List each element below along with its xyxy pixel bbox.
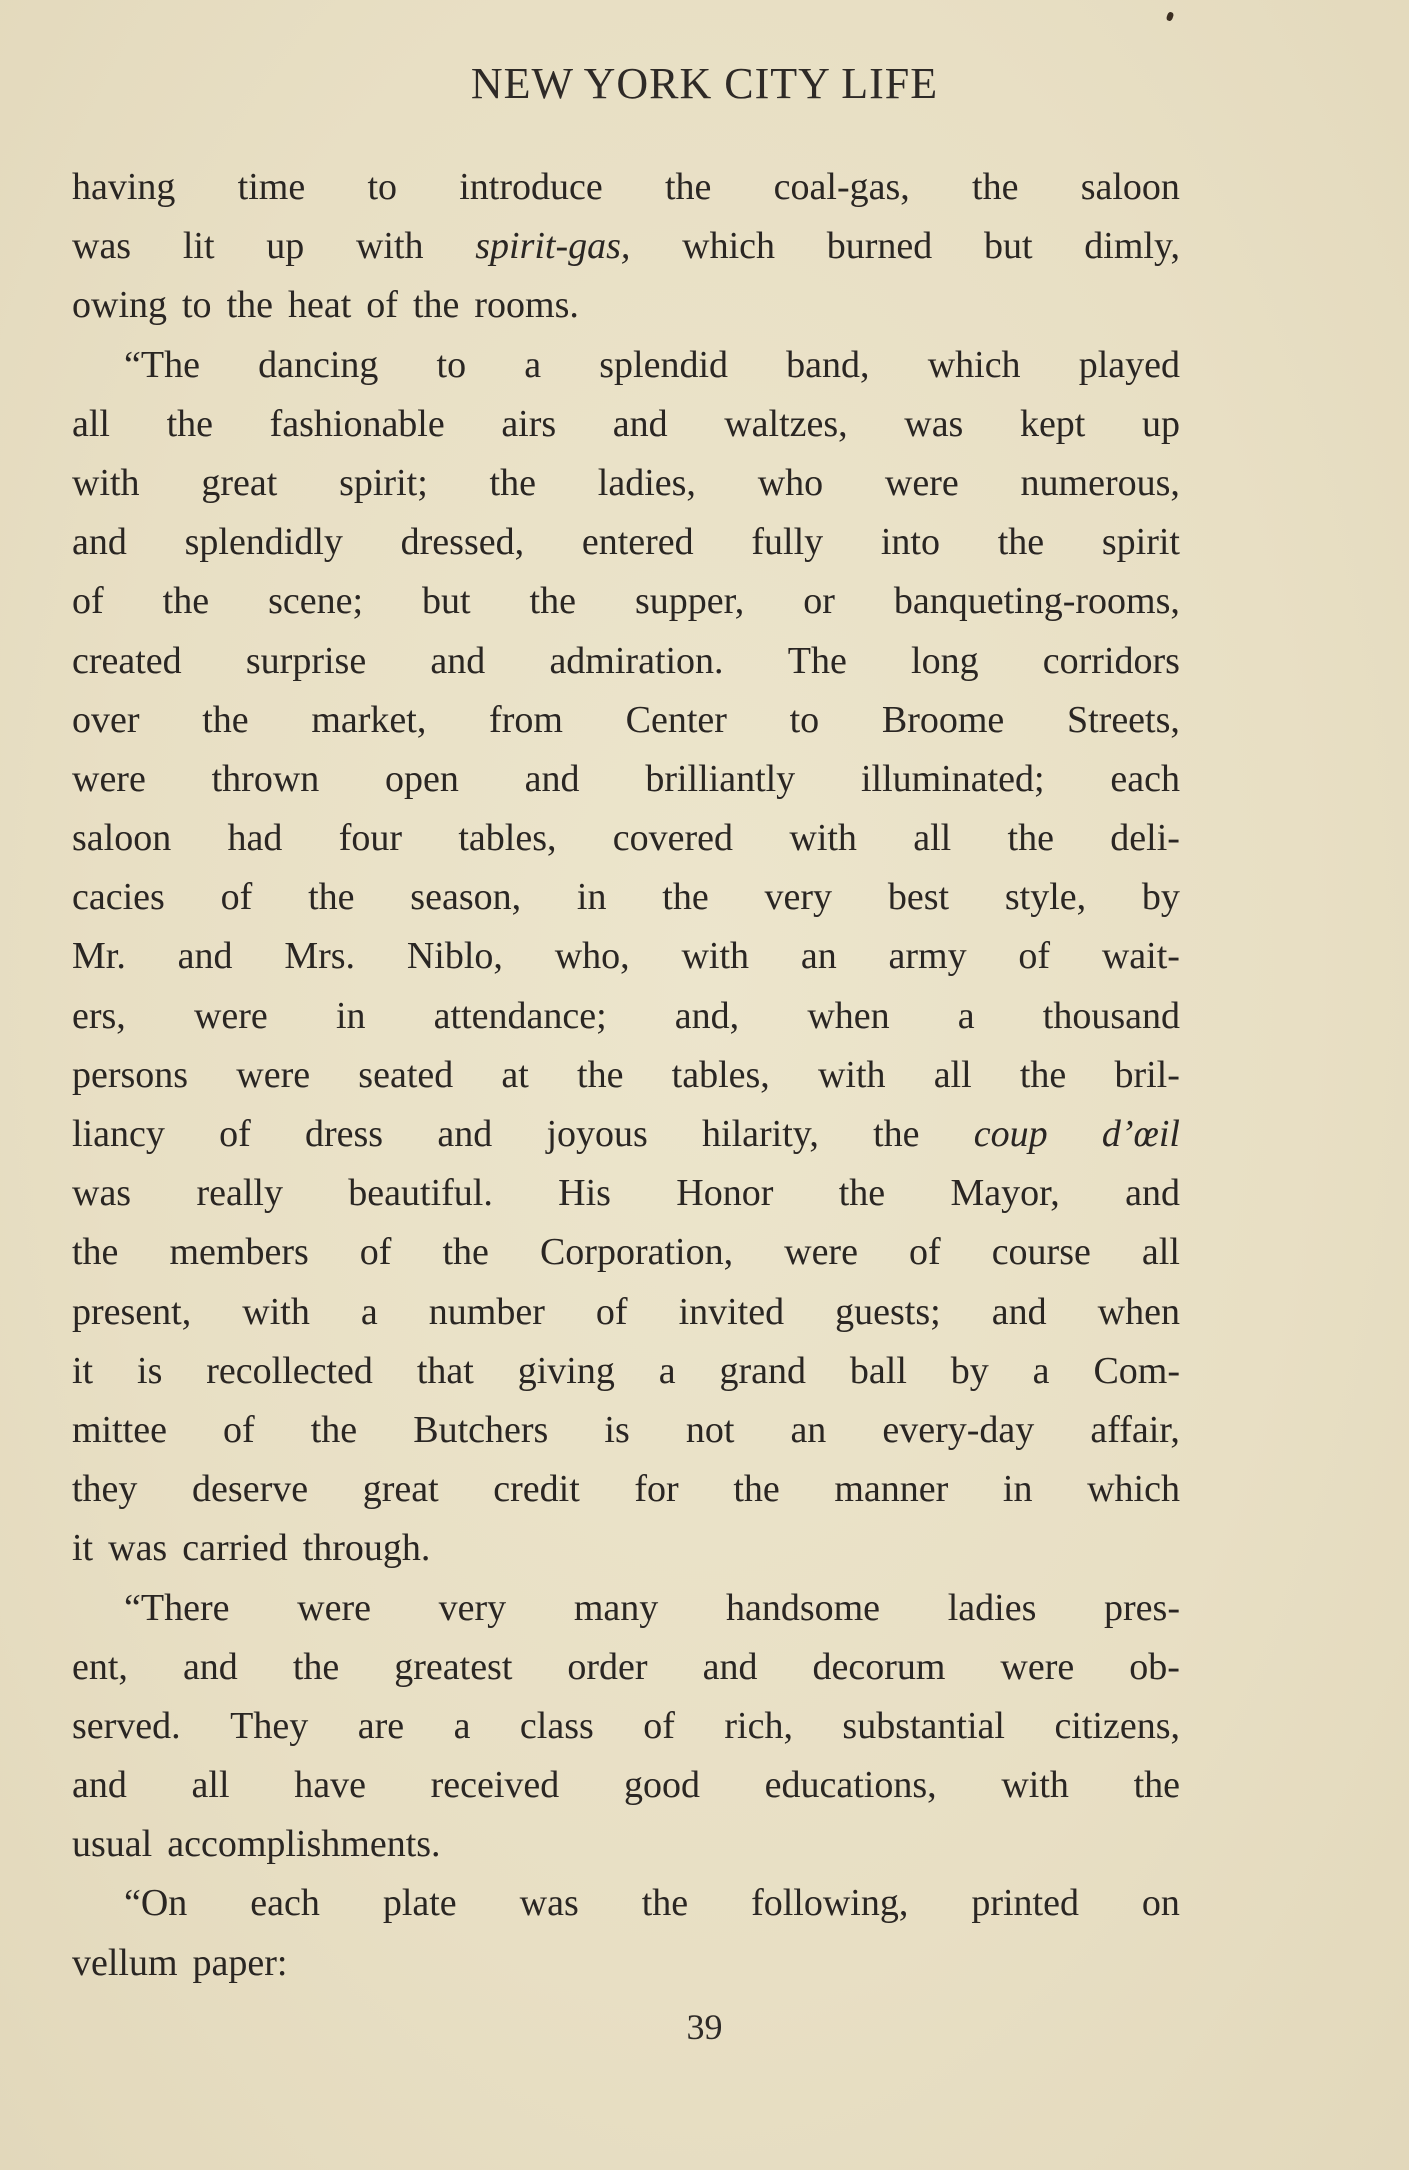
word: in: [1002, 1468, 1033, 1511]
word: who,: [554, 935, 630, 978]
word: having: [72, 166, 176, 208]
word: many: [573, 1586, 659, 1629]
word: or: [803, 580, 835, 623]
word: with: [1001, 1764, 1069, 1807]
word: the: [1133, 1764, 1180, 1807]
word: the: [292, 1645, 340, 1688]
word: each: [250, 1882, 320, 1925]
word: into: [880, 521, 940, 564]
word: a: [360, 1290, 378, 1333]
word: played: [1078, 343, 1180, 386]
word: tables,: [458, 817, 557, 860]
word: liancy: [72, 1113, 165, 1155]
text-line: [72, 336, 1180, 395]
word: and: [182, 1645, 238, 1688]
word: deserve: [192, 1468, 309, 1511]
word: of: [1018, 935, 1051, 978]
word: number: [428, 1290, 545, 1333]
word: great: [362, 1468, 439, 1511]
text-line: [72, 1223, 1180, 1282]
word: spirit: [1101, 521, 1180, 564]
word: from: [489, 698, 563, 741]
word: Com-: [1093, 1349, 1180, 1392]
word: the: [226, 284, 273, 327]
word: Niblo,: [406, 935, 503, 978]
word: all: [933, 1053, 972, 1096]
word: with: [242, 1290, 310, 1333]
word: the: [202, 698, 249, 741]
word: Mrs.: [284, 935, 356, 978]
word: with: [789, 817, 857, 860]
word: and: [72, 521, 127, 564]
word: brilliantly: [645, 757, 796, 800]
word: each: [1110, 757, 1180, 800]
word: the: [838, 1172, 886, 1215]
word: lit: [182, 225, 215, 268]
word: were: [72, 757, 146, 800]
text-line: [72, 158, 1180, 217]
word: Mayor,: [950, 1172, 1060, 1215]
word: the: [733, 1468, 780, 1511]
text-line: [72, 691, 1180, 750]
word: market,: [311, 698, 427, 741]
word: coup: [973, 1113, 1048, 1155]
word: a: [1032, 1349, 1050, 1392]
text-line: [72, 1164, 1180, 1223]
word: mittee: [72, 1408, 167, 1451]
text-line: [72, 987, 1180, 1046]
text-line: [72, 1697, 1180, 1756]
word: plate: [382, 1882, 457, 1925]
word: at: [501, 1053, 529, 1096]
word: ers,: [72, 994, 126, 1037]
word: an: [800, 935, 837, 978]
word: the: [662, 876, 709, 919]
word: course: [991, 1231, 1091, 1274]
word: hilarity,: [702, 1113, 819, 1155]
word: for: [634, 1468, 679, 1511]
word: of: [366, 284, 398, 327]
word: with: [817, 1053, 886, 1096]
text-line: [72, 1638, 1180, 1697]
word: long: [911, 639, 979, 682]
word: ball: [849, 1349, 907, 1392]
word: recollected: [206, 1349, 373, 1392]
word: dimly,: [1084, 225, 1180, 268]
running-header: NEW YORK CITY LIFE: [470, 59, 939, 108]
word: Center: [625, 698, 727, 741]
word: corridors: [1042, 639, 1180, 682]
word: but: [422, 580, 471, 623]
word: season,: [410, 876, 522, 919]
body-text: [72, 158, 1180, 1993]
word: they: [72, 1468, 138, 1511]
word: it: [72, 1349, 94, 1392]
word: all: [72, 402, 110, 445]
word: supper,: [634, 580, 745, 623]
word: are: [357, 1704, 405, 1747]
word: handsome: [725, 1586, 881, 1629]
word: bril-: [1114, 1053, 1180, 1096]
word: guests;: [835, 1290, 941, 1333]
word: giving: [517, 1349, 615, 1392]
word: thousand: [1042, 994, 1180, 1037]
word: band,: [786, 343, 870, 386]
word: of: [223, 1408, 255, 1451]
word: all: [191, 1764, 230, 1807]
word: army: [888, 935, 967, 978]
word: by: [950, 1349, 989, 1392]
word: by: [1141, 876, 1180, 919]
word: dancing: [258, 343, 379, 386]
word: which: [682, 225, 776, 268]
word: were: [784, 1231, 858, 1274]
word: every-day: [882, 1408, 1035, 1451]
word: and: [1125, 1172, 1180, 1215]
word: burned: [826, 225, 933, 268]
word: airs: [501, 402, 557, 445]
text-line: [72, 809, 1180, 868]
word: the: [442, 1231, 489, 1274]
word: numerous,: [1020, 461, 1180, 504]
word: decorum: [812, 1645, 946, 1688]
word: is: [137, 1349, 163, 1392]
word: “There: [124, 1586, 230, 1629]
word: of: [220, 876, 253, 919]
word: persons: [72, 1053, 189, 1096]
word: had: [227, 817, 283, 860]
text-line: [72, 395, 1180, 454]
word: the: [873, 1113, 920, 1155]
word: to: [182, 284, 212, 327]
word: ent,: [72, 1645, 128, 1688]
word: all: [913, 817, 952, 860]
word: have: [294, 1764, 366, 1807]
word: time: [237, 166, 306, 208]
word: members: [169, 1231, 309, 1274]
word: class: [519, 1704, 594, 1747]
word: to: [367, 166, 398, 208]
word: joyous: [546, 1113, 648, 1155]
word: carried: [182, 1527, 288, 1570]
word: Butchers: [413, 1408, 549, 1451]
word: who: [757, 461, 824, 504]
word: of: [643, 1704, 675, 1747]
word: the: [641, 1882, 689, 1925]
word: illuminated;: [860, 757, 1045, 800]
word: the: [162, 580, 210, 623]
word: were: [193, 994, 268, 1037]
word: cacies: [72, 876, 165, 919]
word: His: [558, 1172, 611, 1215]
word: the: [529, 580, 576, 623]
word: it: [72, 1527, 94, 1570]
word: affair,: [1090, 1408, 1180, 1451]
word: the: [997, 521, 1045, 564]
text-line: [72, 572, 1180, 631]
word: deli-: [1110, 817, 1180, 860]
word: with: [355, 225, 424, 268]
word: an: [790, 1408, 827, 1451]
word: with: [681, 935, 750, 978]
text-line: [72, 1756, 1180, 1815]
word: covered: [612, 817, 734, 860]
word: good: [623, 1764, 700, 1807]
word: really: [196, 1172, 283, 1215]
word: was: [904, 402, 964, 445]
word: The: [787, 639, 847, 682]
word: that: [416, 1349, 474, 1392]
text-line: [72, 1579, 1180, 1638]
word: grand: [719, 1349, 807, 1392]
text-line: [72, 632, 1180, 691]
word: up: [1141, 402, 1180, 445]
word: dress: [304, 1113, 384, 1155]
word: rich,: [724, 1704, 793, 1747]
word: thrown: [211, 757, 320, 800]
word: was: [519, 1882, 579, 1925]
word: the: [972, 166, 1019, 208]
word: and: [524, 757, 580, 800]
word: over: [72, 698, 140, 741]
word: Broome: [881, 698, 1005, 741]
word: with: [72, 461, 140, 504]
word: manner: [834, 1468, 949, 1511]
text-line: [72, 1460, 1180, 1519]
word: in: [335, 994, 366, 1037]
word: created: [72, 639, 182, 682]
word: spirit-gas,: [475, 225, 631, 268]
word: the: [166, 402, 213, 445]
word: a: [957, 994, 975, 1037]
text-line: [72, 1815, 1180, 1874]
word: substantial: [842, 1704, 1005, 1747]
word: scene;: [268, 580, 364, 623]
text-line: [72, 513, 1180, 572]
ink-speck: [1166, 11, 1175, 22]
word: credit: [493, 1468, 580, 1511]
text-line: [72, 1283, 1180, 1342]
word: “The: [124, 343, 200, 386]
word: were: [884, 461, 959, 504]
word: They: [230, 1704, 309, 1747]
word: style,: [1004, 876, 1087, 919]
word: not: [685, 1408, 735, 1451]
word: greatest: [394, 1645, 513, 1688]
word: the: [1007, 817, 1054, 860]
text-line: [72, 927, 1180, 986]
word: “On: [124, 1882, 188, 1925]
word: Streets,: [1066, 698, 1180, 741]
word: served.: [72, 1704, 181, 1747]
word: very: [764, 876, 833, 919]
word: saloon: [1080, 166, 1180, 208]
word: were: [236, 1053, 311, 1096]
text-line: [72, 1519, 1180, 1578]
word: waltzes,: [724, 402, 848, 445]
word: paper:: [192, 1941, 288, 1984]
word: best: [887, 876, 950, 919]
word: wait-: [1101, 935, 1180, 978]
word: splendid: [599, 343, 729, 386]
word: was: [108, 1527, 168, 1570]
word: all: [1141, 1231, 1180, 1274]
word: great: [201, 461, 278, 504]
word: tables,: [671, 1053, 770, 1096]
word: was: [72, 1172, 132, 1215]
word: splendidly: [184, 521, 343, 564]
word: and: [177, 935, 233, 978]
word: of: [909, 1231, 941, 1274]
word: ladies,: [597, 461, 696, 504]
word: open: [385, 757, 459, 800]
word: invited: [678, 1290, 785, 1333]
word: a: [453, 1704, 471, 1747]
word: up: [266, 225, 305, 268]
word: but: [984, 225, 1033, 268]
word: on: [1141, 1882, 1180, 1925]
word: of: [72, 580, 104, 623]
word: through.: [302, 1527, 431, 1570]
word: were: [297, 1586, 371, 1629]
word: fully: [751, 521, 824, 564]
word: rooms.: [474, 284, 579, 327]
word: seated: [358, 1053, 454, 1096]
text-line: [72, 217, 1180, 276]
word: dressed,: [400, 521, 525, 564]
text-line: [72, 868, 1180, 927]
word: introduce: [459, 166, 603, 208]
word: were: [1000, 1645, 1075, 1688]
word: a: [524, 343, 542, 386]
word: and: [437, 1113, 493, 1155]
word: fashionable: [269, 402, 445, 445]
word: which: [927, 343, 1021, 386]
word: admiration.: [549, 639, 724, 682]
word: order: [567, 1645, 648, 1688]
word: the: [308, 876, 355, 919]
word: present,: [72, 1290, 192, 1333]
word: the: [577, 1053, 624, 1096]
word: educations,: [764, 1764, 937, 1807]
text-line: [72, 1342, 1180, 1401]
word: vellum: [72, 1941, 178, 1984]
word: owing: [72, 284, 167, 327]
word: of: [219, 1113, 251, 1155]
word: surprise: [245, 639, 367, 682]
text-line: [72, 1934, 1180, 1993]
word: coal-gas,: [773, 166, 910, 208]
word: a: [658, 1349, 676, 1392]
word: four: [338, 817, 403, 860]
word: the: [412, 284, 460, 327]
word: banqueting-rooms,: [893, 580, 1180, 623]
word: attendance;: [433, 994, 607, 1037]
word: printed: [971, 1882, 1079, 1925]
word: when: [1097, 1290, 1180, 1333]
word: pres-: [1104, 1586, 1180, 1629]
word: to: [436, 343, 467, 386]
word: the: [665, 166, 712, 208]
word: of: [595, 1290, 628, 1333]
word: following,: [751, 1882, 909, 1925]
word: Corporation,: [539, 1231, 734, 1274]
word: to: [789, 698, 820, 741]
word: saloon: [72, 817, 172, 860]
word: accomplishments.: [167, 1823, 441, 1866]
text-line: [72, 1874, 1180, 1933]
word: is: [604, 1408, 630, 1451]
word: and: [612, 402, 668, 445]
word: heat: [288, 284, 352, 327]
word: in: [576, 876, 607, 919]
word: kept: [1019, 402, 1086, 445]
word: ob-: [1129, 1645, 1180, 1688]
word: received: [430, 1764, 560, 1807]
text-line: [72, 1046, 1180, 1105]
text-line: [72, 1401, 1180, 1460]
word: ladies: [947, 1586, 1037, 1629]
word: and: [991, 1290, 1047, 1333]
word: beautiful.: [348, 1172, 493, 1215]
word: the: [72, 1231, 119, 1274]
word: and: [430, 639, 486, 682]
text-line: [72, 276, 1180, 335]
word: Mr.: [72, 935, 126, 978]
word: spirit;: [339, 461, 428, 504]
word: and: [702, 1645, 758, 1688]
word: when: [807, 994, 890, 1037]
word: citizens,: [1054, 1704, 1180, 1747]
word: the: [310, 1408, 358, 1451]
page-number: 39: [686, 2007, 723, 2047]
word: of: [359, 1231, 392, 1274]
word: usual: [72, 1823, 153, 1866]
text-line: [72, 750, 1180, 809]
word: and,: [674, 994, 740, 1037]
word: was: [72, 225, 132, 268]
word: which: [1087, 1468, 1180, 1511]
word: entered: [581, 521, 694, 564]
word: the: [1019, 1053, 1067, 1096]
text-line: [72, 1105, 1180, 1164]
word: the: [489, 461, 536, 504]
word: Honor: [676, 1172, 774, 1215]
word: and: [72, 1764, 127, 1807]
word: very: [438, 1586, 507, 1629]
text-line: [72, 454, 1180, 513]
word: d’œil: [1101, 1113, 1180, 1155]
